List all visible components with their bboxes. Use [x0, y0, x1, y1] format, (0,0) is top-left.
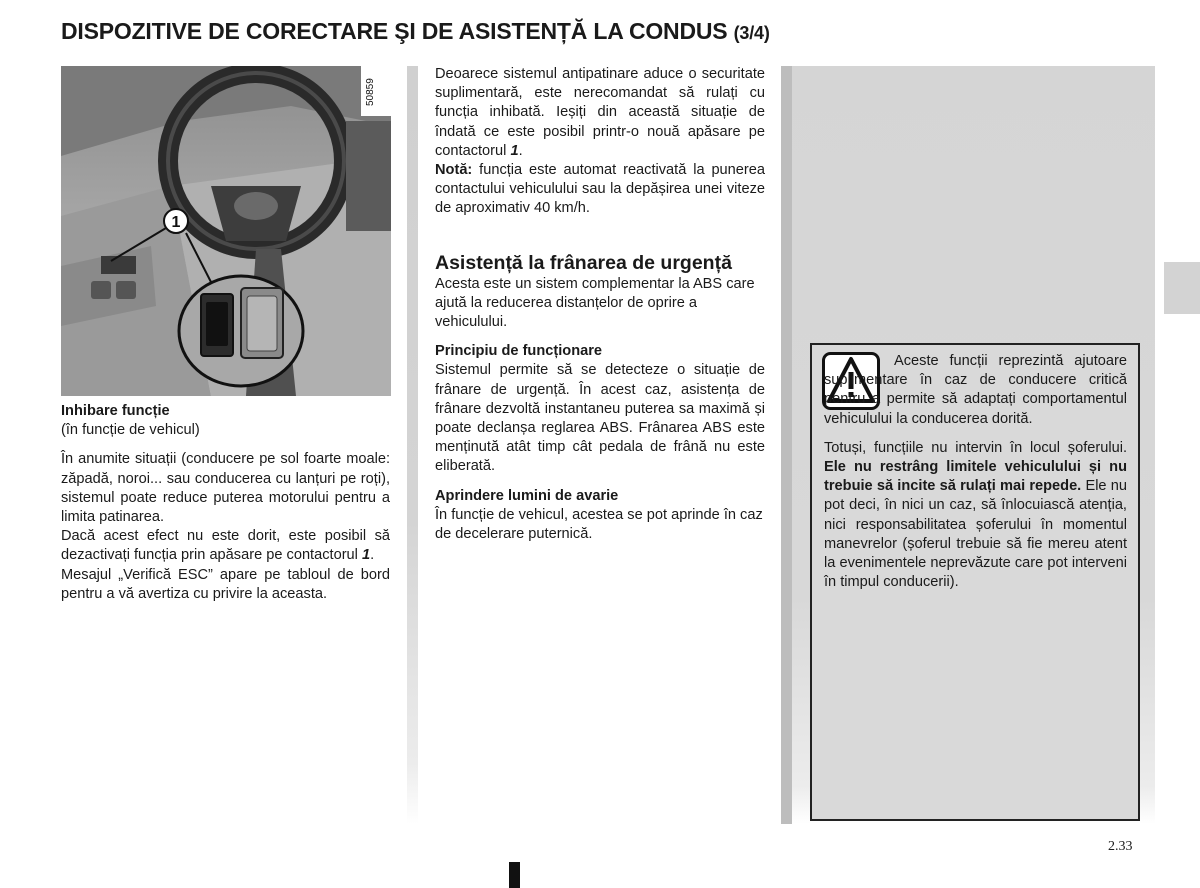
subsection-title: Principiu de funcționare [435, 343, 603, 360]
callout-label: 1 [171, 214, 181, 231]
page-title-text: DISPOZITIVE DE CORECTARE ŞI DE ASISTENȚĂ LA CONDUS [61, 18, 728, 44]
column-divider [781, 66, 792, 824]
emphasis: Ele nu restrâng limitele vehiculului și nu trebuie să incite să rulați mai repede. [824, 459, 1127, 495]
paragraph [435, 65, 765, 161]
reference-number: 1 [510, 142, 519, 159]
warning-text [824, 352, 1127, 592]
note-paragraph [435, 161, 765, 219]
paragraph [61, 527, 390, 565]
page-title-part: (3/4) [733, 23, 770, 43]
text-run: Deoarece sistemul antipatinare aduce o securitate suplimentară, este nerecomandat să rulați cu funcția inhibată. Ieșiți din această situație de îndată ce este posibil printr-o nouă apăsare pe contactorul [435, 66, 765, 159]
figure-code: 50859 [365, 78, 376, 106]
paragraph: Sistemul permite să se detecteze o situație de frânare de urgență. În acest caz, asistența de frânare dezvoltă instantaneu puterea sa maximă și poate declanșa reglarea ABS. Frânarea ABS este menținută atât timp cât pedala de frână nu este eliberată. [435, 362, 765, 475]
binding-mark [509, 862, 520, 888]
dashboard-illustration [61, 66, 391, 396]
section-title: Asistență la frânarea de urgență [435, 251, 732, 274]
note-label: Notă: [435, 162, 473, 179]
dashboard-photo [61, 66, 391, 396]
column-divider [407, 66, 418, 824]
text-run: Totuși, funcțiile nu intervin în locul șoferului. [824, 439, 1127, 456]
section-subheading: (în funcție de vehicul) [61, 422, 200, 439]
section-heading: Inhibare funcție [61, 403, 170, 419]
text-run: Ele nu pot deci, în nici un caz, să înlocuiască atenția, nici responsabilitatea șoferului în momentul manevrelor (șoferul trebuie să fie mereu atent la evenimentele neprevăzute care pot interveni în timpul conducerii). [824, 478, 1127, 591]
warning-paragraph [824, 439, 1127, 593]
chapter-tab [1164, 262, 1200, 314]
reference-number: 1 [361, 547, 371, 564]
page-number: 2.33 [1108, 839, 1133, 854]
text-run: . [370, 547, 375, 564]
left-column [61, 402, 390, 604]
text-run: Dacă acest efect nu este dorit, este posibil să dezactivați funcția prin apăsare pe contactorul [61, 528, 390, 564]
middle-column [435, 65, 765, 544]
subsection-title: Aprindere lumini de avarie [435, 487, 619, 504]
page-title [61, 18, 770, 45]
text-run: . [518, 142, 523, 159]
paragraph: Acesta este un sistem complementar la ABS care ajută la reducerea distanțelor de oprire a vehiculului. [435, 275, 755, 331]
text-run: funcția este automat reactivată la punerea contactului vehiculului sau la depășirea unei viteze de aproximativ 40 km/h. [435, 162, 765, 217]
paragraph: În anumite situații (conducere pe sol foarte moale: zăpadă, noroi... sau conducerea cu lanțuri pe roți), sistemul poate reduce puterea motorului pentru a limita patinarea. [61, 451, 390, 526]
paragraph: Mesajul „Verifică ESC” apare pe tabloul de bord pentru a vă avertiza cu privire la aceasta. [61, 566, 390, 602]
warning-paragraph: Aceste funcții reprezintă ajutoare suplimentare în caz de conducere critică pentru a permite să adaptați comportamentul vehiculului la conducerea dorită. [824, 353, 1127, 427]
paragraph: În funcție de vehicul, acestea se pot aprinde în caz de decelerare puternică. [435, 506, 763, 543]
